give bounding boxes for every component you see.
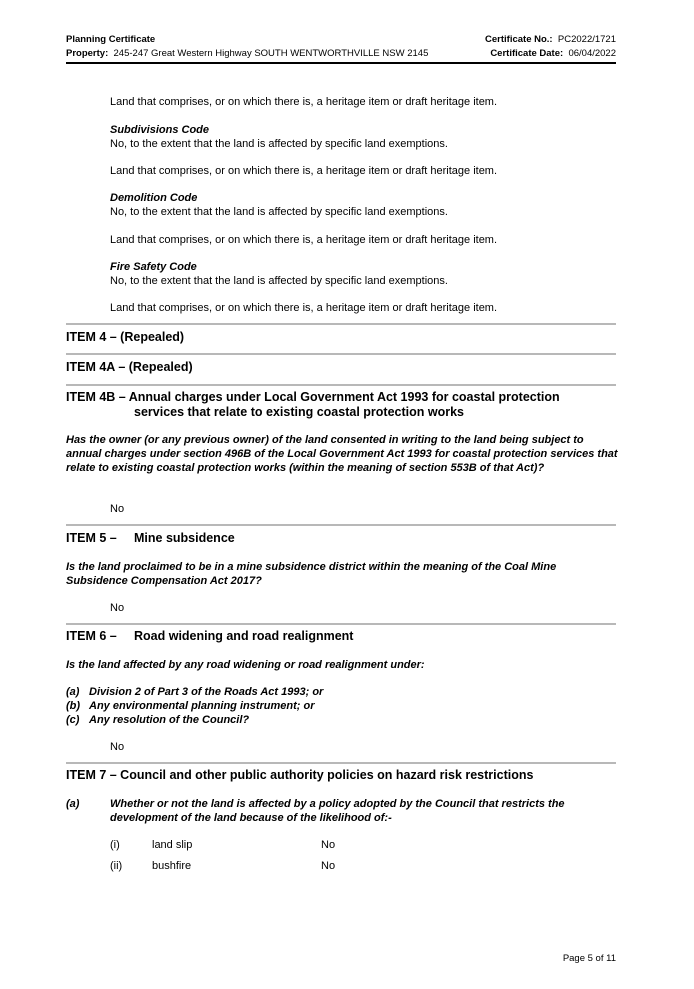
item-6-answer: No — [110, 741, 125, 753]
fire-safety-heritage-line: Land that comprises, or on which there is, a heritage item or draft heritage item. — [110, 302, 498, 314]
item-4b-question: Has the owner (or any previous owner) of the land consented in writing to the land being subject to annual charges under section 496B of the Local Government Act 1993 for coastal protection services that relate to existing coastal protection works (within the meaning of section 553B of that Act)? — [66, 434, 618, 474]
item-5-question: Is the land proclaimed to be in a mine subsidence district within the meaning of the Coal Mine Subsidence Compensation Act 2017? — [66, 561, 557, 587]
certificate-date: Certificate Date: 06/04/2022 — [490, 48, 616, 59]
demolition-heritage-line: Land that comprises, or on which there is, a heritage item or draft heritage item. — [110, 234, 498, 246]
item-4b-heading-line-2: services that relate to existing coastal protection works — [134, 405, 464, 419]
hazard-row-label: land slip — [152, 839, 193, 851]
list-marker: (b) — [66, 700, 81, 712]
subdivisions-heritage-line: Land that comprises, or on which there is, a heritage item or draft heritage item. — [110, 165, 498, 177]
section-divider — [66, 623, 616, 625]
hazard-row-number: (i) — [110, 839, 120, 851]
item-6-list-item — [66, 699, 80, 713]
item-6-list-item — [66, 713, 79, 727]
item-6-label: ITEM 6 – — [66, 629, 117, 643]
item-7-heading: ITEM 7 – Council and other public authority policies on hazard risk restrictions — [66, 768, 534, 782]
item-5-answer: No — [110, 602, 125, 614]
item-6-title: Road widening and road realignment — [134, 629, 354, 643]
certificate-number: Certificate No.: PC2022/1721 — [485, 34, 616, 45]
section-divider — [66, 762, 616, 764]
hazard-row-answer: No — [321, 860, 336, 872]
item-6-list-text: Any environmental planning instrument; or — [89, 700, 315, 712]
section-divider — [66, 353, 616, 355]
demolition-code-heading: Demolition Code — [110, 192, 198, 204]
header-rule — [66, 62, 616, 64]
demolition-exemption-line: No, to the extent that the land is affected by specific land exemptions. — [110, 206, 448, 218]
item-5-label: ITEM 5 – — [66, 531, 117, 545]
item-7-a-text: Whether or not the land is affected by a policy adopted by the Council that restricts the development of the land because of the likelihood of:- — [110, 798, 565, 824]
subdivisions-exemption-line: No, to the extent that the land is affected by specific land exemptions. — [110, 138, 448, 150]
property-line: Property: 245-247 Great Western Highway SOUTH WENTWORTHVILLE NSW 2145 — [66, 48, 429, 59]
section-divider — [66, 323, 616, 325]
item-4b-heading-line-1: ITEM 4B – Annual charges under Local Government Act 1993 for coastal protection — [66, 390, 560, 404]
item-4-heading: ITEM 4 – (Repealed) — [66, 330, 185, 344]
page-number: Page 5 of 11 — [562, 953, 616, 964]
item-6-question: Is the land affected by any road widening or road realignment under: — [66, 659, 425, 671]
list-marker: (c) — [66, 714, 80, 726]
hazard-row-label: bushfire — [152, 860, 192, 872]
item-4b-answer: No — [110, 503, 125, 515]
hazard-row-number: (ii) — [110, 860, 123, 872]
hazard-row-answer: No — [321, 839, 336, 851]
item-7-a-marker: (a) — [66, 798, 80, 810]
item-6-list-item — [66, 685, 79, 699]
item-4a-heading: ITEM 4A – (Repealed) — [66, 360, 193, 374]
section-divider — [66, 524, 616, 526]
fire-safety-code-heading: Fire Safety Code — [110, 261, 197, 273]
item-5-title: Mine subsidence — [134, 531, 235, 545]
fire-safety-exemption-line: No, to the extent that the land is affected by specific land exemptions. — [110, 275, 448, 287]
heritage-line: Land that comprises, or on which there is, a heritage item or draft heritage item. — [110, 96, 498, 108]
doc-type: Planning Certificate — [66, 34, 156, 45]
item-6-list-text: Division 2 of Part 3 of the Roads Act 1993; or — [89, 686, 324, 698]
subdivisions-code-heading: Subdivisions Code — [110, 124, 210, 136]
list-marker: (a) — [66, 686, 80, 698]
item-6-list-text: Any resolution of the Council? — [89, 714, 250, 726]
section-divider — [66, 384, 616, 386]
